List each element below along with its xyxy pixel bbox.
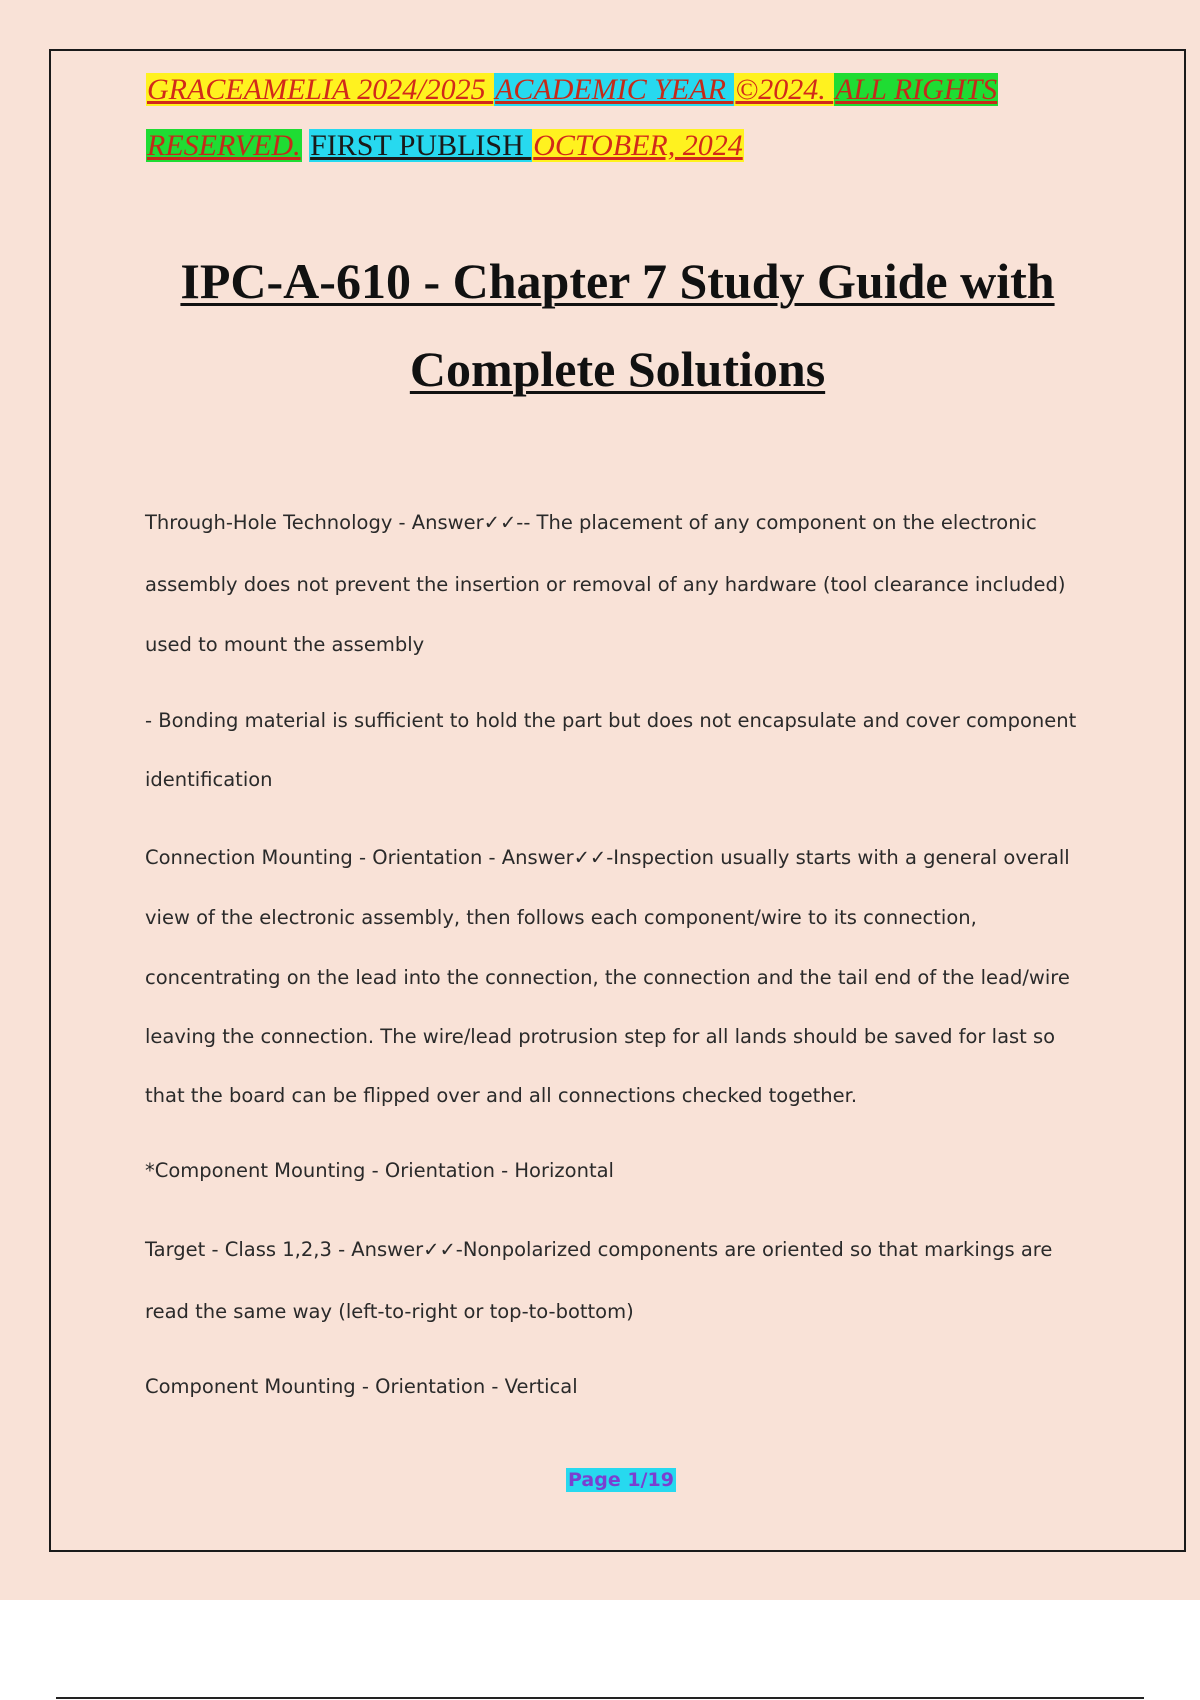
- body-line: leaving the connection. The wire/lead protrusion step for all lands should be saved for last so: [145, 1025, 1056, 1048]
- document-title-line-1: IPC-A-610 - Chapter 7 Study Guide with: [180, 253, 1055, 309]
- header-rights: ALL RIGHTS: [835, 73, 998, 106]
- body-line: that the board can be flipped over and all connections checked together.: [145, 1084, 858, 1107]
- body-line: read the same way (left-to-right or top-to-bottom): [145, 1300, 634, 1323]
- document-title-line-2: Complete Solutions: [409, 341, 826, 397]
- body-line: view of the electronic assembly, then follows each component/wire to its connection,: [145, 906, 977, 929]
- page-number-label: Page 1/19: [568, 1469, 674, 1491]
- body-line: Connection Mounting - Orientation - Answer✓✓-Inspection usually starts with a general overall: [145, 846, 1070, 869]
- header-line-2: [146, 128, 1126, 164]
- body-line: Component Mounting - Orientation - Vertical: [145, 1375, 578, 1398]
- header-academic-year: ACADEMIC YEAR: [495, 73, 734, 106]
- body-line: - Bonding material is sufficient to hold the part but does not encapsulate and cover component: [145, 709, 1077, 732]
- header-copyright: ©2024.: [735, 73, 834, 106]
- header-line-1: [146, 72, 1126, 108]
- body-line: Target - Class 1,2,3 - Answer✓✓-Nonpolarized components are oriented so that markings are: [145, 1238, 1053, 1261]
- body-line: used to mount the assembly: [145, 633, 425, 656]
- body-line: assembly does not prevent the insertion or removal of any hardware (tool clearance included): [145, 573, 1066, 596]
- header-reserved: RESERVED.: [147, 129, 301, 162]
- body-line: Through-Hole Technology - Answer✓✓-- The placement of any component on the electronic: [145, 511, 1037, 534]
- bottom-divider: [56, 1697, 1144, 1699]
- header-publish-date: OCTOBER, 2024: [533, 129, 743, 162]
- header-author-year: GRACEAMELIA 2024/2025: [147, 73, 494, 106]
- body-line: concentrating on the lead into the connection, the connection and the tail end of the lead/wire: [145, 966, 1070, 989]
- body-line: *Component Mounting - Orientation - Horizontal: [145, 1159, 614, 1182]
- header-first-publish: FIRST PUBLISH: [310, 129, 532, 162]
- body-line: identification: [145, 768, 273, 791]
